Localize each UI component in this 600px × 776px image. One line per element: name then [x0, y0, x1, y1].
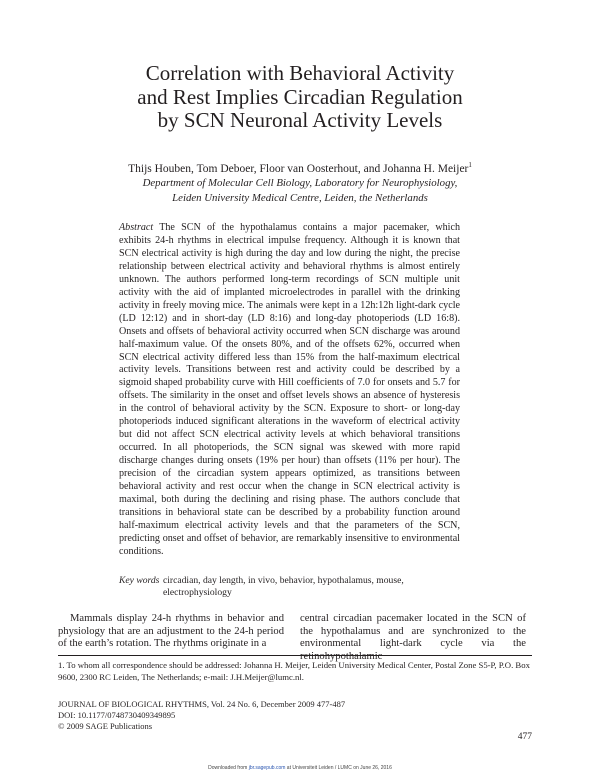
title-line-2: and Rest Implies Circadian Regulation [137, 84, 463, 109]
author-names: Thijs Houben, Tom Deboer, Floor van Oosterhout, and Johanna H. Meijer [128, 162, 469, 175]
keywords [119, 575, 460, 599]
abstract [119, 222, 460, 559]
journal-info [58, 699, 532, 731]
abstract-text: The SCN of the hypothalamus contains a major pacemaker, which exhibits 24-h rhythms in electrical impulse frequency. Although it is known that SCN electrical activity is high during the day and low during the night, the precise relationship between electrical activity and behavioral rhythms is almost entirely unknown. The authors performed long-term recordings of SCN multiple unit activity with the aid of implanted microelectrodes in parallel with the drinking activity in freely moving mice. The animals were kept in a 12h:12h light-dark cycle (LD 12:12) and in short-day (LD 8:16) and long-day photoperiods (LD 16:8). Onsets and offsets of behavioral activity occurred when SCN discharge was around half-maximum value. Of the onsets 80%, and of the offsets 62%, occurred when SCN electrical activity differed less than 15% from the half-maximum electrical activity levels. Transitions between rest and activity could be described by a sigmoid shaped probability curve with Hill coefficients of 7.0 for onsets and 5.7 for offsets. The similarity in the onset and offset levels shows an absence of hysteresis in the control of behavioral activity by the SCN. Exposure to short- or long-day photoperiods induced significant alterations in the waveform of electrical activity but did not affect SCN electrical activity levels at which behavioral transitions occurred. In all photoperiods, the SCN signal was skewed with more rapid discharge changes during onsets (19% per hour) than offsets (11% per hour). The precision of the circadian system appears optimized, as transitions between behavioral activity and rest occur when the change in SCN electrical activity is maximal, both during the declining and rising phase. The authors conclude that transitions in behavioral state can be described by a probability function around half-maximum electrical activity levels and that the parameters of the SCN, predicting onset and offset of behavior, are remarkably insensitive to environmental conditions. [119, 222, 460, 557]
keywords-label: Key words [119, 575, 160, 586]
body-column-right: central circadian pacemaker located in the SCN of the hypothalamus and are synchronized to the environmental light-dark cycle via the retinohypothalamic [300, 613, 526, 662]
body-column-left: Mammals display 24-h rhythms in behavior and physiology that are an adjustment to the 24-h period of the earth’s rotation. The rhythms originate in a [58, 613, 284, 650]
correspondence-footnote: 1. To whom all correspondence should be addressed: Johanna H. Meijer, Leiden University Medical Center, Postal Zone S5-P, P.O. Box 9600, 2300 RC Leiden, The Netherlands; e-mail: J.H.Meijer@lumc.nl. [58, 660, 530, 682]
download-link[interactable]: jbr.sagepub.com [248, 765, 286, 771]
journal-doi: DOI: 10.1177/0748730409349895 [58, 709, 176, 720]
download-suffix: at Universiteit Leiden / LUMC on June 26, 2016 [285, 765, 392, 771]
journal-copyright: © 2009 SAGE Publications [58, 720, 153, 731]
affiliation-line-1: Department of Molecular Cell Biology, Laboratory for Neurophysiology, [142, 177, 458, 189]
footnote-divider [58, 655, 532, 656]
abstract-label: Abstract [119, 222, 154, 233]
affiliation-line-2: Leiden University Medical Centre, Leiden, the Netherlands [172, 191, 428, 204]
download-prefix: Downloaded from [208, 765, 249, 771]
keywords-text: circadian, day length, in vivo, behavior, hypothalamus, mouse, electrophysiology [163, 575, 404, 598]
article-title [60, 62, 540, 133]
author-footnote-mark: 1 [468, 161, 472, 169]
page-number: 477 [517, 732, 532, 742]
author-list [60, 158, 540, 176]
affiliation [60, 176, 540, 205]
title-line-1: Correlation with Behavioral Activity [145, 61, 455, 85]
title-line-3: by SCN Neuronal Activity Levels [157, 108, 443, 132]
journal-citation: JOURNAL OF BIOLOGICAL RHYTHMS, Vol. 24 No. 6, December 2009 477-487 [58, 699, 346, 709]
download-notice [0, 765, 600, 771]
